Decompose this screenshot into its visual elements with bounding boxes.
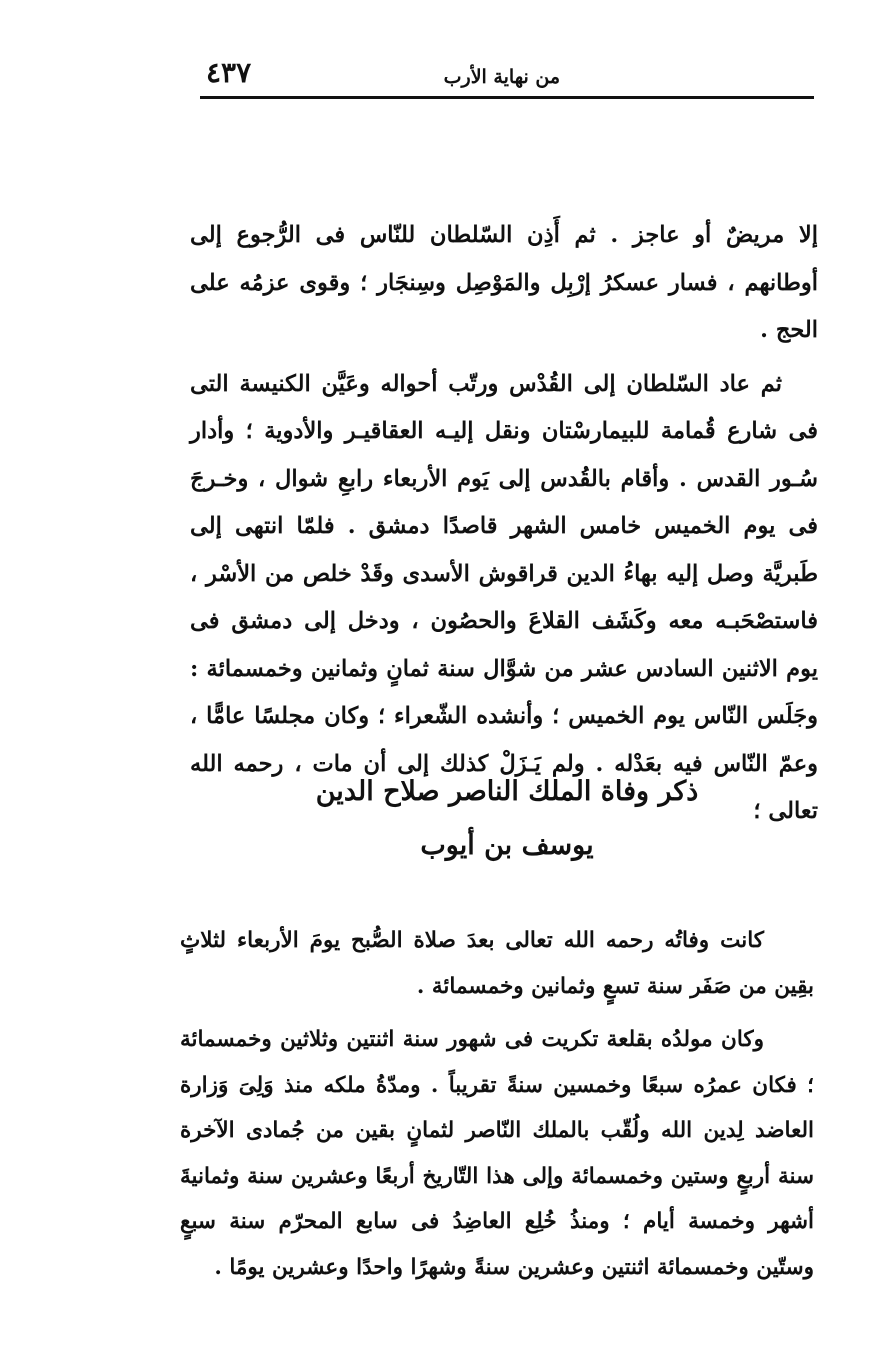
section-text-block: [180, 918, 814, 1290]
section-subheading: يوسف بن أيوب: [420, 830, 594, 861]
section-heading: ذكر وفاة الملك الناصر صلاح الدين: [315, 776, 699, 807]
paragraph: وكان مولدُه بقلعة تكريت فى شهور سنة اثنتين وثلاثين وخمسمائة ؛ فكان عمرُه سبعًا وخمسين سنةً تقريباً . ومدّةُ ملكه منذ وَلِىَ وَزارة العاضد لِدين الله ولُقّب بالملك النّاصر لثمانٍ بقين من جُمادى الآخرة سنة أربعٍ وستين وخمسمائة وإلى هذا التّاريخ أربعًا وعشرين سنة وثمانيةَ أشهر وخمسة أيام ؛ ومنذُ خُلِع العاضِدُ فى سابع المحرّم سنة سبعٍ وستّين وخمسمائة اثنتين وعشرين سنةً وشهرًا واحدًا وعشرين يومًا .: [180, 1027, 815, 1280]
paragraph: كانت وفاتُه رحمه الله تعالى بعدَ صلاة الصُّبح يومَ الأربعاء لثلاثٍ بقِين من صَفَر سنة تسعٍ وثمانين وخمسمائة .: [180, 928, 814, 999]
paragraph: ثم عاد السّلطان إلى القُدْس ورتّب أحواله وعَيَّن الكنيسة التى فى شارع قُمامة للبيمارسْتان ونقل إليـه العقاقيـر والأدوية ؛ وأدار سُـور القدس . وأقام بالقُدس إلى يَوم الأربعاء رابعِ شوال ، وخـرجَ فى يوم الخميس خامس الشهر قاصدًا دمشق . فلمّا انتهى إلى طَبريَّة وصل إليه بهاءُ الدين قراقوش الأسدى وقَدْ خلص من الأسْر ، فاستصْحَبـه معه وكَشَف القلاعَ والحصُون ، ودخل إلى دمشق فى يوم الاثنين السادس عشر من شوَّال سنة ثمانٍ وثمانين وخمسمائة : وجَلَس النّاس يوم الخميس ؛ وأنشده الشّعراء ؛ وكان مجلسًا عامًّا ، وعمّ النّاس فيه بعَدْله . ولم يَـزَلْ كذلك إلى أن مات ، رحمه الله تعالى ؛: [190, 370, 818, 824]
running-head-title: من نهاية الأرب: [443, 66, 560, 88]
page-number: ٤٣٧: [206, 56, 252, 89]
paragraph: إلا مريضٌ أو عاجز . ثم أَذِن السّلطان للنّاس فى الرُّجوع إلى أوطانهم ، فسار عسكرُ إرْبِل والمَوْصِل وسِنجَار ؛ وقوى عزمُه على الحج .: [190, 222, 818, 343]
running-header: [200, 50, 814, 96]
main-text-block: [190, 212, 818, 836]
header-rule: [200, 96, 814, 99]
